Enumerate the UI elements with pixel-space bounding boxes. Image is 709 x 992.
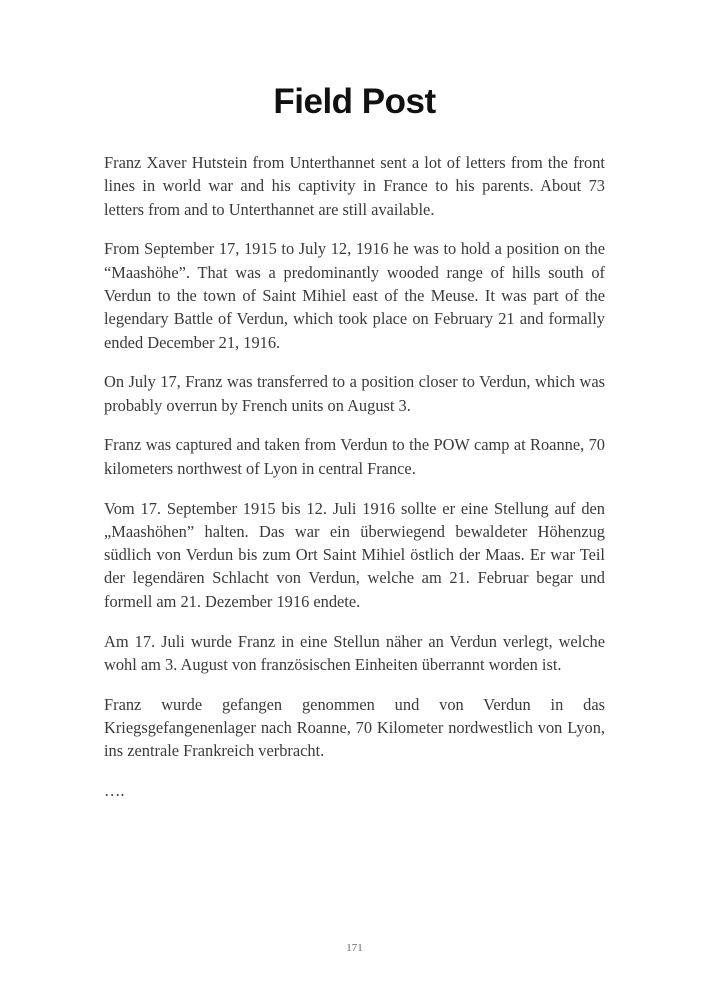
paragraph-1: Franz Xaver Hutstein from Unterthannet sent a lot of letters from the front lines in world war and his captivity in France to his parents. About 73 letters from and to Unterthannet are still available.	[104, 153, 605, 219]
paragraph-2: From September 17, 1915 to July 12, 1916 he was to hold a position on the “Maashöhe”. That was a predominantly wooded range of hills south of Verdun to the town of Saint Mihiel east of the Meuse. It was part of the legendary Battle of Verdun, which took place on February 21 and formally ended December 21, 1916.	[104, 239, 605, 352]
paragraph-7: Franz wurde gefangen genommen und von Verdun in das Kriegsgefangenenlager nach Roanne, 70 Kilometer nordwestlich von Lyon, ins zentrale Frankreich verbracht.	[104, 694, 605, 761]
ellipsis-paragraph: ….	[104, 781, 125, 801]
paragraph-3: On July 17, Franz was transferred to a position closer to Verdun, which was probably overrun by French units on August 3.	[104, 372, 605, 415]
paragraph-6: Am 17. Juli wurde Franz in eine Stellun näher an Verdun verlegt, welche wohl am 3. August von französischen Einheiten überrannt worden ist.	[104, 631, 605, 674]
paragraph-4: Franz was captured and taken from Verdun to the POW camp at Roanne, 70 kilometers northwest of Lyon in central France.	[104, 435, 605, 478]
paragraph-5: Vom 17. September 1915 bis 12. Juli 1916 sollte er eine Stellung auf den „Maashöhen” halten. Das war ein überwiegend bewaldeter Höhenzug südlich von Verdun bis zum Ort Saint Mihiel östlich der Maas. Er war Teil der legendären Schlacht von Verdun, welche am 21. Februar begar und formell am 21. Dezember 1916 endete.	[104, 498, 605, 611]
body-text	[104, 151, 605, 819]
page-number: 171	[346, 942, 363, 954]
page-title: Field Post	[273, 82, 436, 121]
